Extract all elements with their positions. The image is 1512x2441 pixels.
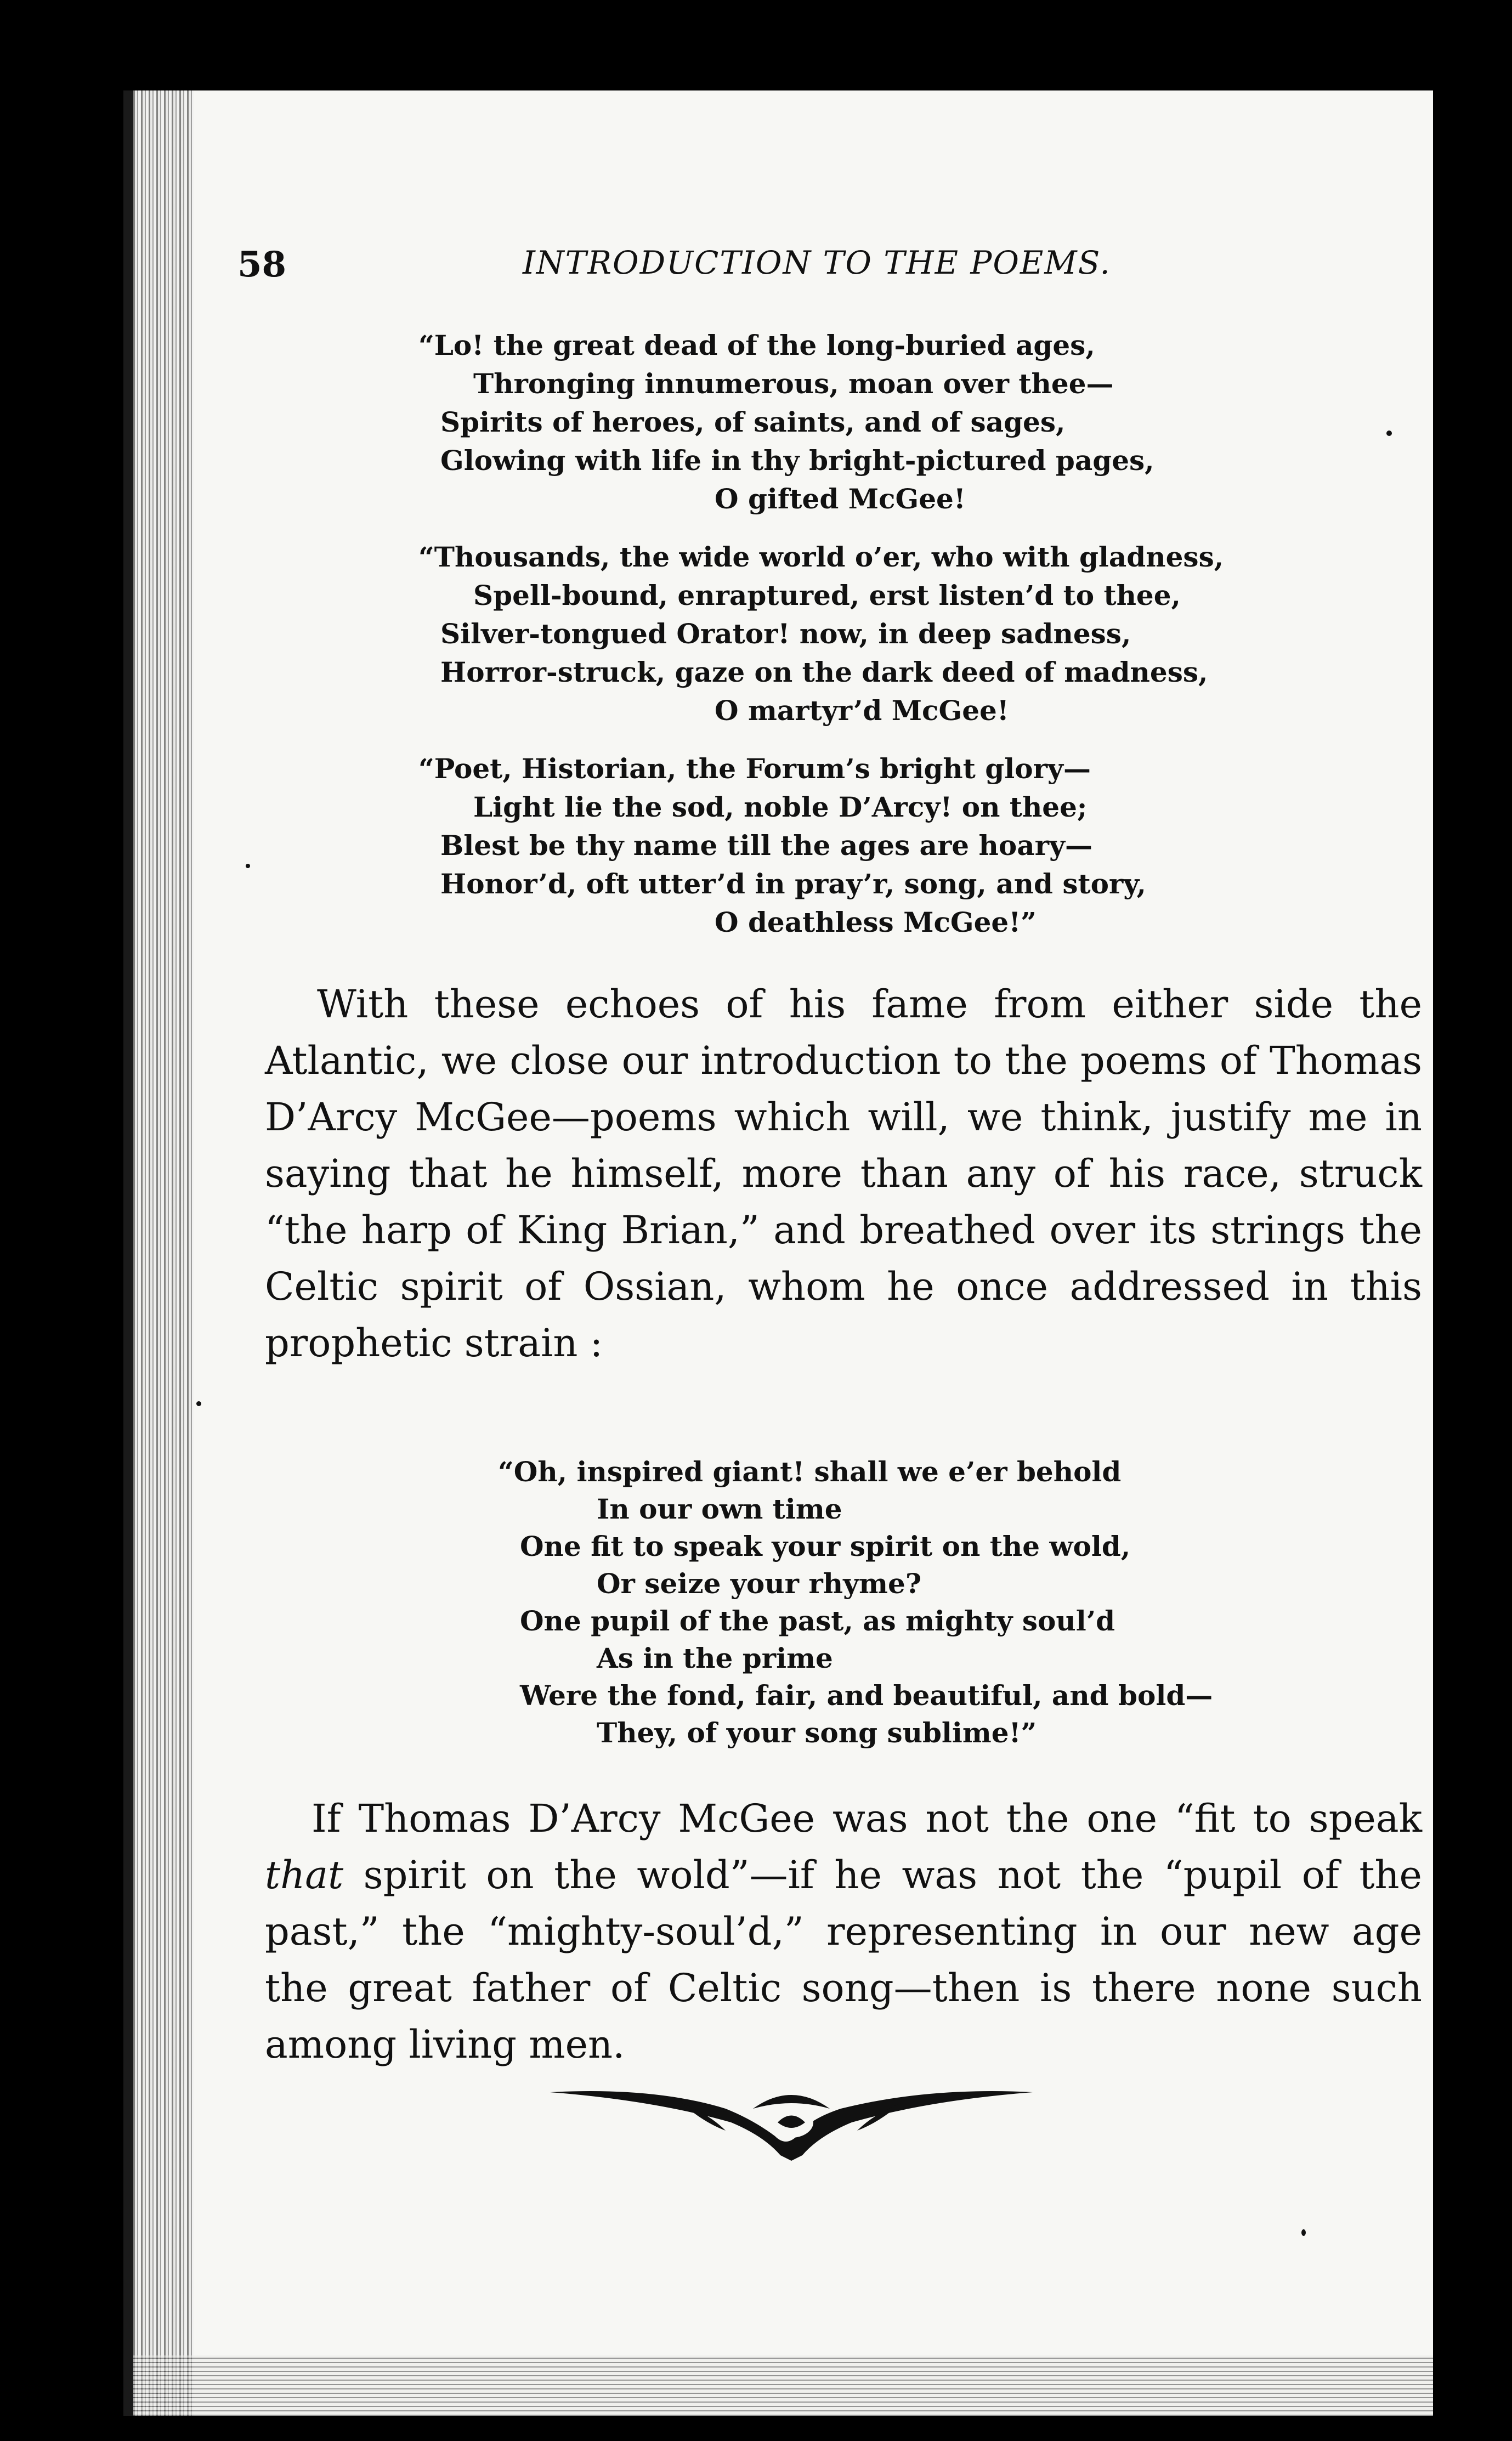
poem-line: O deathless McGee!” (715, 906, 1037, 938)
poem-line: “Poet, Historian, the Forum’s bright glory— (418, 752, 1091, 785)
page-number: 58 (237, 244, 287, 285)
ink-speck (246, 864, 250, 868)
ink-speck (196, 1401, 201, 1406)
poem-line: In our own time (597, 1493, 842, 1525)
stanza (418, 326, 1224, 518)
paragraph-conclusion (265, 1791, 1422, 2073)
poem-line: Glowing with life in thy bright-pictured pages, (440, 444, 1154, 477)
ink-speck (1301, 2229, 1306, 2236)
paragraph-echoes: With these echoes of his fame from either side the Atlantic, we close our introduction to the poems of Thomas D’Arcy McGee—poems which will, we think, justify me in saying that he himself, more than any of his race, struck “the harp of King Brian,” and breathed over its strings the Celtic spirit of Ossian, whom he once addressed in this prophetic strain : (265, 982, 1422, 1366)
poem-line: Silver-tongued Orator! now, in deep sadness, (440, 618, 1131, 650)
poem-line: “Lo! the great dead of the long-buried ages, (418, 329, 1095, 361)
poem-line: Spirits of heroes, of saints, and of sages, (440, 406, 1066, 438)
poem-tribute (418, 326, 1224, 961)
ink-speck (1386, 431, 1392, 436)
paragraph-text: If Thomas D’Arcy McGee was not the one “fit to speak (312, 1796, 1422, 1841)
poem-line: “Oh, inspired giant! shall we e’er behold (498, 1455, 1122, 1488)
paragraph-text: spirit on the wold”—if he was not the “pupil of the past,” the “mighty-soul’d,” representing in our new age the great father of Celtic song—then is there none such among living men. (265, 1853, 1422, 2067)
running-title: INTRODUCTION TO THE POEMS. (523, 244, 1111, 281)
poem-line: Horror-struck, gaze on the dark deed of madness, (440, 656, 1208, 688)
poem-line: One pupil of the past, as mighty soul’d (520, 1605, 1115, 1637)
poem-line: Or seize your rhyme? (597, 1567, 922, 1600)
poem-line: Spell-bound, enraptured, erst listen’d to thee, (473, 579, 1181, 611)
stanza (418, 750, 1224, 942)
poem-line: Blest be thy name till the ages are hoary— (440, 829, 1093, 862)
stanza (418, 538, 1224, 730)
emphasis-that: that (265, 1853, 344, 1898)
poem-line: “Thousands, the wide world o’er, who with gladness, (418, 541, 1224, 573)
ornament-tailpiece-icon (545, 2070, 1038, 2164)
page-edge-shadow (133, 90, 194, 2416)
poem-ossian (498, 1453, 1213, 1752)
poem-line: Were the fond, fair, and beautiful, and bold— (520, 1679, 1213, 1712)
page-bottom-shadow (133, 2355, 1433, 2416)
poem-line: As in the prime (597, 1642, 833, 1674)
poem-line: O gifted McGee! (715, 483, 966, 515)
book-page (123, 90, 1433, 2416)
poem-line: Thronging innumerous, moan over thee— (473, 367, 1114, 400)
poem-line: Honor’d, oft utter’d in pray’r, song, and story, (440, 868, 1146, 900)
page-header (237, 244, 1345, 288)
poem-line: They, of your song sublime!” (597, 1717, 1037, 1749)
poem-line: O martyr’d McGee! (715, 694, 1009, 727)
poem-line: Light lie the sod, noble D’Arcy! on thee; (473, 791, 1088, 823)
poem-line: One fit to speak your spirit on the wold, (520, 1530, 1131, 1562)
